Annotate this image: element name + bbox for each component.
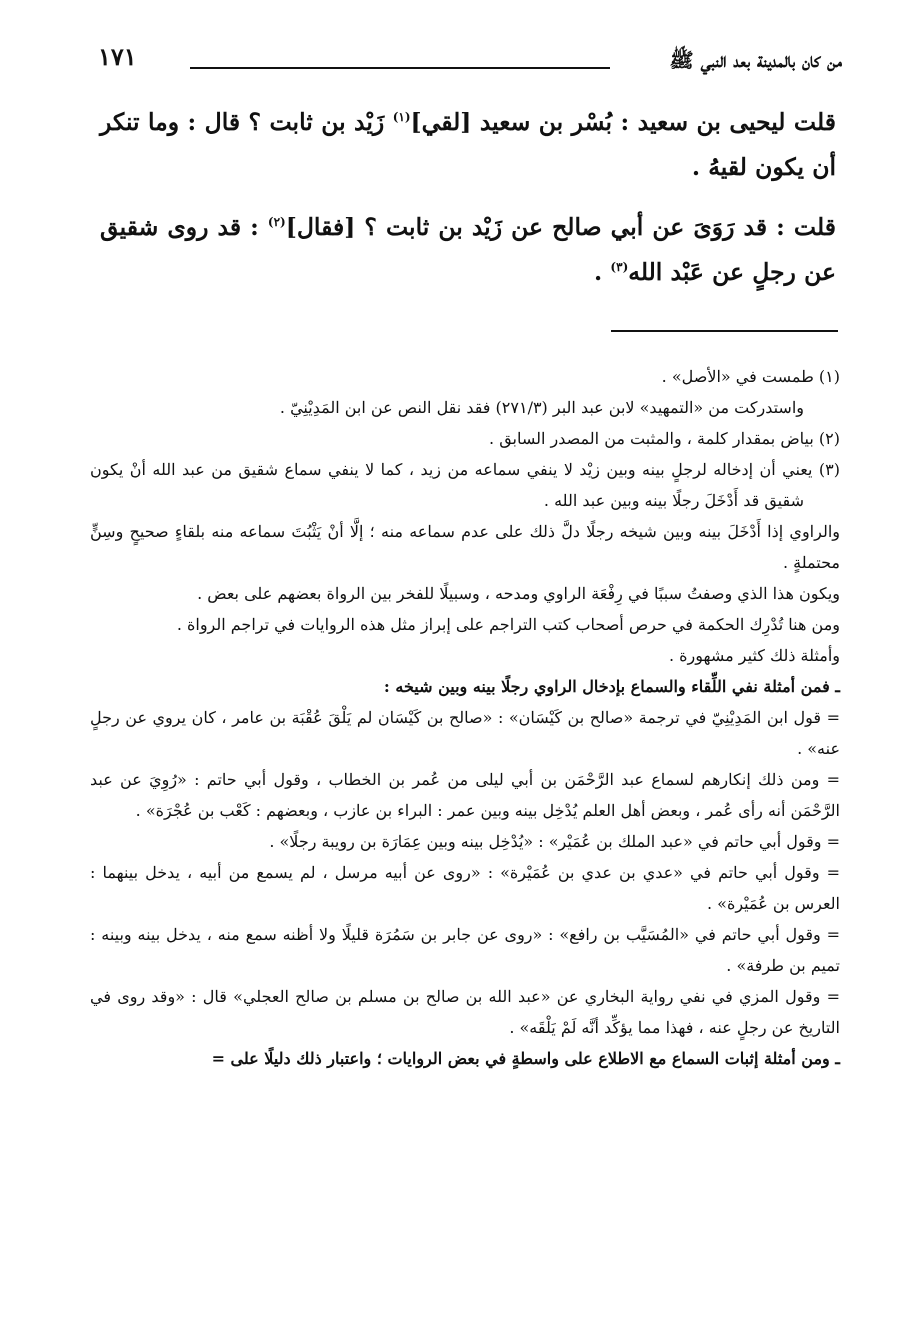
footnote-3-example: = ومن ذلك إنكارهم لسماع عبد الرَّحْمَن بن أبي ليلى من عُمر بن الخطاب ، وقول أبي حاتم : «رُوِيَ عن عبد الرَّحْمَن أنه رأى عُمر ، وبعض أهل العلم يُدْخِل بينه وبين عمر : البراء بن عازب ، وبعضهم : كَعْب بن عُجْرَة» . xyxy=(90,770,841,820)
footnote-3-heading: ـ ومن أمثلة إثبات السماع مع الاطلاع على واسطةٍ في بعض الروايات ؛ واعتبار ذلك دليلًا على = xyxy=(211,1049,840,1068)
footnote-1: (١) طمست في «الأصل» . xyxy=(661,367,840,386)
p2-text-c: . xyxy=(594,258,611,286)
footnote-2: (٢) بياض بمقدار كلمة ، والمثبت من المصدر السابق . xyxy=(489,429,840,448)
footnote-3-heading: ـ فمن أمثلة نفي اللِّقاء والسماع بإدخال الراوي رجلًا بينه وبين شيخه : xyxy=(383,677,840,696)
header-rule xyxy=(190,67,610,69)
footnote-separator xyxy=(611,330,838,332)
footnote-3-example: = وقول أبي حاتم في «عبد الملك بن عُمَيْر» : «يُدْخِل بينه وبين عِمَارَة بن رويبة رجلًا» . xyxy=(269,832,840,851)
main-paragraph-2 xyxy=(100,205,836,295)
footnote-3-example: = وقول أبي حاتم في «عدي بن عدي بن عُمَيْرة» : «روى عن أبيه مرسل ، لم يسمع من أبيه ، يدخل بينهما : العرس بن عُمَيْرة» . xyxy=(90,863,840,913)
p1-text-b: زَيْد بن ثابت ؟ قال : وما تنكر أن يكون لقيهُ . xyxy=(100,108,836,181)
p1-text-a: قلت ليحيى بن سعيد : بُسْر بن سعيد [لقي] xyxy=(410,108,836,136)
main-text xyxy=(100,100,836,295)
footnote-3: (٣) يعني أن إدخاله لرجلٍ بينه وبين زيْد لا ينفي سماعه من زيد ، كما لا ينفي سماع شقيق من عبد الله أنْ يكون شقيق قد أَدْخَلَ رجلًا بينه وبين عبد الله . xyxy=(90,460,840,510)
footnote-3-para: ويكون هذا الذي وصفتُ سببًا في رِفْعَة الراوي ومدحه ، وسبيلًا للفخر بين الرواة بعضهم على بعض . xyxy=(197,584,840,603)
footnote-3-para: ومن هنا تُدْرِك الحكمة في حرص أصحاب كتب التراجم على إبراز مثل هذه الروايات في تراجم الرواة . xyxy=(176,615,840,634)
footnote-1-cont: واستدركت من «التمهيد» لابن عبد البر (٢٧١/٣) فقد نقل النص عن ابن المَدِيْنِيّ . xyxy=(279,398,804,417)
footnote-ref-2: (٢) xyxy=(267,215,286,230)
footnote-3-example: = وقول المزي في نفي رواية البخاري عن «عبد الله بن صالح بن مسلم بن صالح العجلي» قال : «وقد روى في التاريخ عن رجلٍ عنه ، فهذا مما يؤكِّد أنَّه لَمْ يَلْقَه» . xyxy=(90,987,840,1037)
footnotes xyxy=(90,361,840,1074)
running-title: من كان بالمدينة بعد النبي ﷺ xyxy=(669,48,842,72)
footnote-3-example: = قول ابن المَدِيْنِيّ في ترجمة «صالح بن كَيْسَان» : «صالح بن كَيْسَان لم يَلْقَ عُقْبَة بن عامر ، كان يروي عن رجلٍ عنه» . xyxy=(90,708,840,758)
page-header xyxy=(98,42,842,82)
footnote-3-para: والراوي إذا أَدْخَلَ بينه وبين شيخه رجلًا دلَّ ذلك على عدم سماعه منه ؛ إلَّا أنْ يَثْبُتَ سماعه منه بلقاءٍ صحيحٍ وسِنٍّ محتملةٍ . xyxy=(90,522,840,572)
p2-text-b: : قد روى شقيق عن رجلٍ عن عَبْد الله xyxy=(100,213,836,286)
main-paragraph-1 xyxy=(100,100,836,190)
p2-text-a: قلت : قد رَوَىَ عن أبي صالح عن زَيْد بن ثابت ؟ [فقال] xyxy=(285,213,837,241)
footnote-ref-3: (٣) xyxy=(610,260,629,275)
footnote-3-example: = وقول أبي حاتم في «المُسَيَّب بن رافع» : «روى عن جابر بن سَمُرَة قليلًا ولا أظنه سمع منه ، يدخل بينه وبينه : تميم بن طرفة» . xyxy=(90,925,841,975)
footnote-3-para: وأمثلة ذلك كثير مشهورة . xyxy=(668,646,840,665)
page-number: ١٧١ xyxy=(98,42,137,71)
footnote-ref-1: (١) xyxy=(392,110,411,125)
